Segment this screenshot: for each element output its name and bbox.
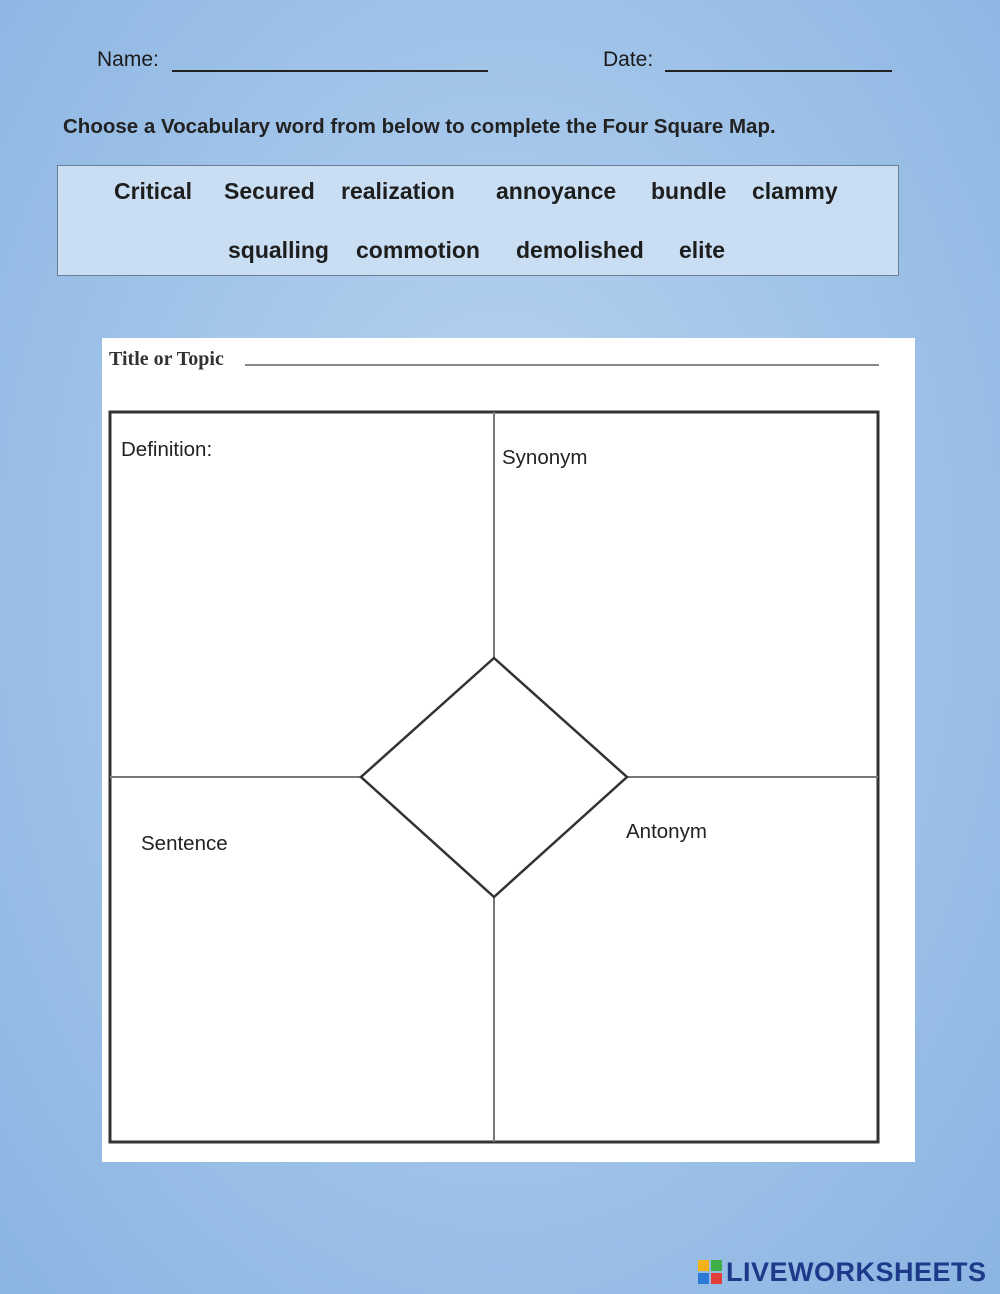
definition-answer-area[interactable] [114,468,490,768]
instruction-text: Choose a Vocabulary word from below to complete the Four Square Map. [63,115,776,138]
sentence-answer-area[interactable] [114,862,490,1138]
definition-label: Definition: [121,438,213,461]
liveworksheets-watermark: LIVEWORKSHEETS [726,1257,987,1287]
liveworksheets-logo-icon [698,1260,722,1284]
word-commotion: commotion [356,237,480,263]
center-word-area[interactable] [432,738,556,816]
date-label: Date: [603,48,654,71]
synonym-label: Synonym [502,446,588,469]
word-elite: elite [679,237,726,263]
name-label: Name: [97,48,159,71]
four-square-sheet [102,338,915,1162]
synonym-answer-area[interactable] [498,474,874,764]
word-annoyance: annoyance [496,178,617,204]
word-realization: realization [341,178,455,204]
word-clammy: clammy [752,178,838,204]
antonym-label: Antonym [626,820,707,843]
word-demolished: demolished [516,237,644,263]
antonym-answer-area[interactable] [498,850,874,1138]
name-input-line[interactable] [172,70,488,72]
word-bank [57,165,899,276]
word-secured: Secured [224,178,315,204]
date-input-line[interactable] [665,70,892,72]
title-topic-label: Title or Topic [109,348,224,370]
sentence-label: Sentence [141,832,228,855]
word-critical: Critical [114,178,192,204]
word-squalling: squalling [228,237,329,263]
word-bundle: bundle [651,178,727,204]
